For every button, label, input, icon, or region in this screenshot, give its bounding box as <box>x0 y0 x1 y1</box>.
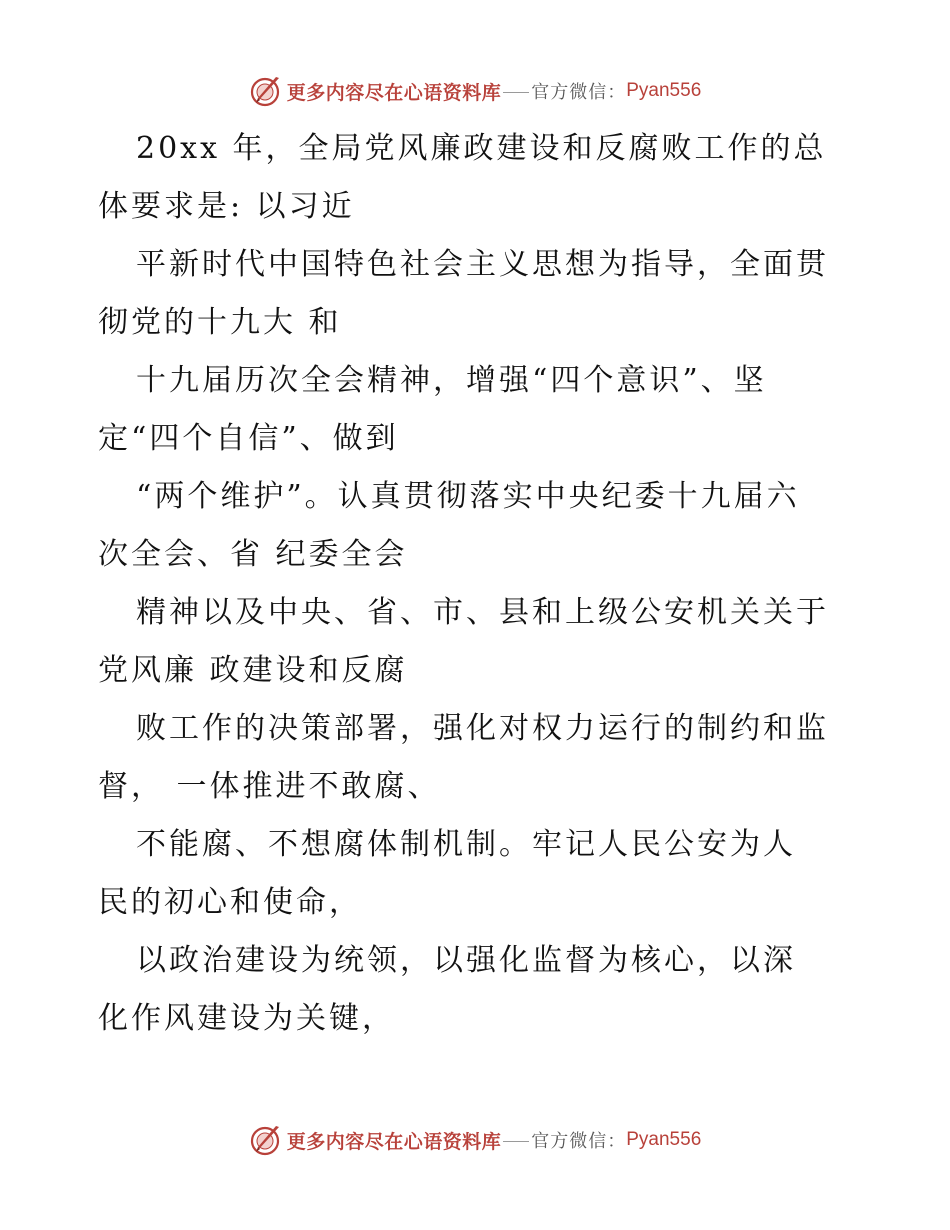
body-line: 体要求是: 以习近 <box>98 189 355 224</box>
body-line: 督， 一体推进不敢腐、 <box>98 769 441 804</box>
quill-logo-icon <box>249 74 283 108</box>
body-line: 民的初心和使命， <box>98 885 362 920</box>
wechat-label: 官方微信： <box>531 1131 627 1152</box>
quill-logo-icon <box>249 1123 283 1157</box>
separator-dash <box>503 1141 529 1142</box>
body-line: “两个维护”。认真贯彻落实中央纪委十九届六 <box>136 479 800 514</box>
body-line: 不能腐、不想腐体制机制。牢记人民公安为人 <box>136 827 796 862</box>
wechat-label: 官方微信： <box>531 82 627 103</box>
body-line: 十九届历次全会精神，增强“四个意识”、坚 <box>136 363 767 398</box>
site-watermark-text: 更多内容尽在心语资料库 <box>286 81 502 104</box>
wechat-id: Pyan556 <box>626 1129 702 1150</box>
footer-banner <box>0 1120 950 1160</box>
body-line: 平新时代中国特色社会主义思想为指导，全面贯 <box>136 247 829 282</box>
body-line: 20xx 年，全局党风廉政建设和反腐败工作的总 <box>136 131 827 166</box>
body-line: 败工作的决策部署，强化对权力运行的制约和监 <box>136 711 829 746</box>
header-banner <box>0 71 950 111</box>
body-line: 化作风建设为关键， <box>98 1001 395 1036</box>
body-line: 精神以及中央、省、市、县和上级公安机关关于 <box>136 595 829 630</box>
body-line: 党风廉 政建设和反腐 <box>98 653 408 688</box>
body-line: 彻党的十九大 和 <box>98 305 342 340</box>
body-line: 以政治建设为统领，以强化监督为核心，以深 <box>136 943 796 978</box>
wechat-id: Pyan556 <box>626 80 702 101</box>
body-line: 定“四个自信”、做到 <box>98 421 399 456</box>
site-watermark-text: 更多内容尽在心语资料库 <box>286 1130 502 1153</box>
body-line: 次全会、省 纪委全会 <box>98 537 408 572</box>
separator-dash <box>503 92 529 93</box>
